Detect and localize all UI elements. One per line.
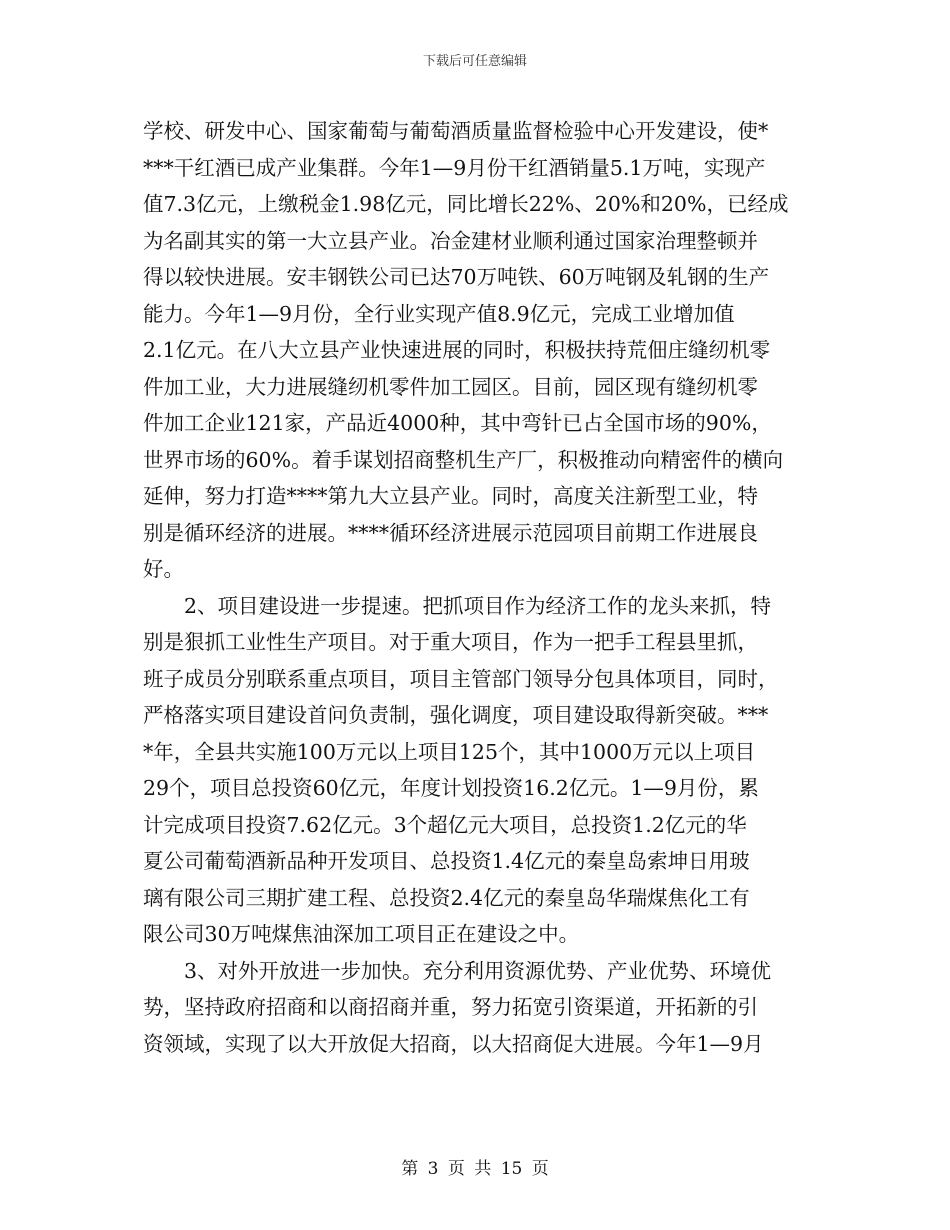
text-line: 2.1亿元。在八大立县产业快速进展的同时，积极扶持荒佃庄缝纫机零	[143, 338, 771, 362]
text-line: 璃有限公司三期扩建工程、总投资2.4亿元的秦皇岛华瑞煤焦化工有	[143, 885, 750, 910]
text-line: 3、对外开放进一步加快。充分利用资源优势、产业优势、环境优	[143, 958, 772, 983]
text-line: 别是循环经济的进展。****循环经济进展示范园项目前期工作进展良	[143, 520, 758, 545]
text-line: 2、项目建设进一步提速。把抓项目作为经济工作的龙头来抓，特	[143, 593, 772, 618]
text-line: 限公司30万吨煤焦油深加工项目正在建设之中。	[143, 922, 580, 946]
text-line: 为名副其实的第一大立县产业。冶金建材业顺利通过国家治理整顿并	[143, 228, 758, 253]
text-line: 夏公司葡萄酒新品种开发项目、总投资1.4亿元的秦皇岛索坤日用玻	[143, 849, 750, 873]
text-line: *年，全县共实施100万元以上项目125个，其中1000万元以上项目	[143, 739, 756, 764]
page-number-footer: 第 3 页 共 15 页	[401, 1159, 549, 1179]
text-line: 别是狠抓工业性生产项目。对于重大项目，作为一把手工程县里抓，	[143, 630, 758, 654]
text-line: 计完成项目投资7.62亿元。3个超亿元大项目，总投资1.2亿元的华	[143, 812, 747, 837]
text-line: 严格落实项目建设首问负责制，强化调度，项目建设取得新突破。***	[143, 703, 769, 727]
page-header: 下载后可任意编辑	[422, 54, 527, 69]
text-line: 延伸，努力打造****第九大立县产业。同时，高度关注新型工业，特	[143, 484, 758, 508]
text-line: 29个，项目总投资60亿元，年度计划投资16.2亿元。1—9月份，累	[143, 776, 759, 800]
text-line: 件加工企业121家，产品近4000种，其中弯针已占全国市场的90%，	[143, 411, 772, 435]
text-line: 世界市场的60%。着手谋划招商整机生产厂，积极推动向精密件的横向	[143, 447, 784, 472]
text-line: 班子成员分别联系重点项目，项目主管部门领导分包具体项目，同时，	[143, 666, 779, 691]
text-line: 件加工业，大力进展缝纫机零件加工园区。目前，园区现有缝纫机零	[143, 374, 758, 399]
text-line: ***干红酒已成产业集群。今年1—9月份干红酒销量5.1万吨，实现产	[143, 155, 766, 180]
text-line: 能力。今年1—9月份，全行业实现产值8.9亿元，完成工业增加值	[143, 301, 735, 326]
text-line: 得以较快进展。安丰钢铁公司已达70万吨铁、60万吨钢及轧钢的生产	[143, 265, 770, 289]
document-body	[143, 113, 808, 1062]
text-line: 值7.3亿元，上缴税金1.98亿元，同比增长22%、20%和20%，已经成	[143, 192, 789, 216]
text-line: 资领域，实现了以大开放促大招商，以大招商促大进展。今年1—9月	[143, 1031, 764, 1056]
text-line: 学校、研发中心、国家葡萄与葡萄酒质量监督检验中心开发建设，使*	[143, 119, 769, 143]
text-line: 好。	[143, 557, 184, 581]
text-line: 势，坚持政府招商和以商招商并重，努力拓宽引资渠道，开拓新的引	[143, 995, 758, 1019]
